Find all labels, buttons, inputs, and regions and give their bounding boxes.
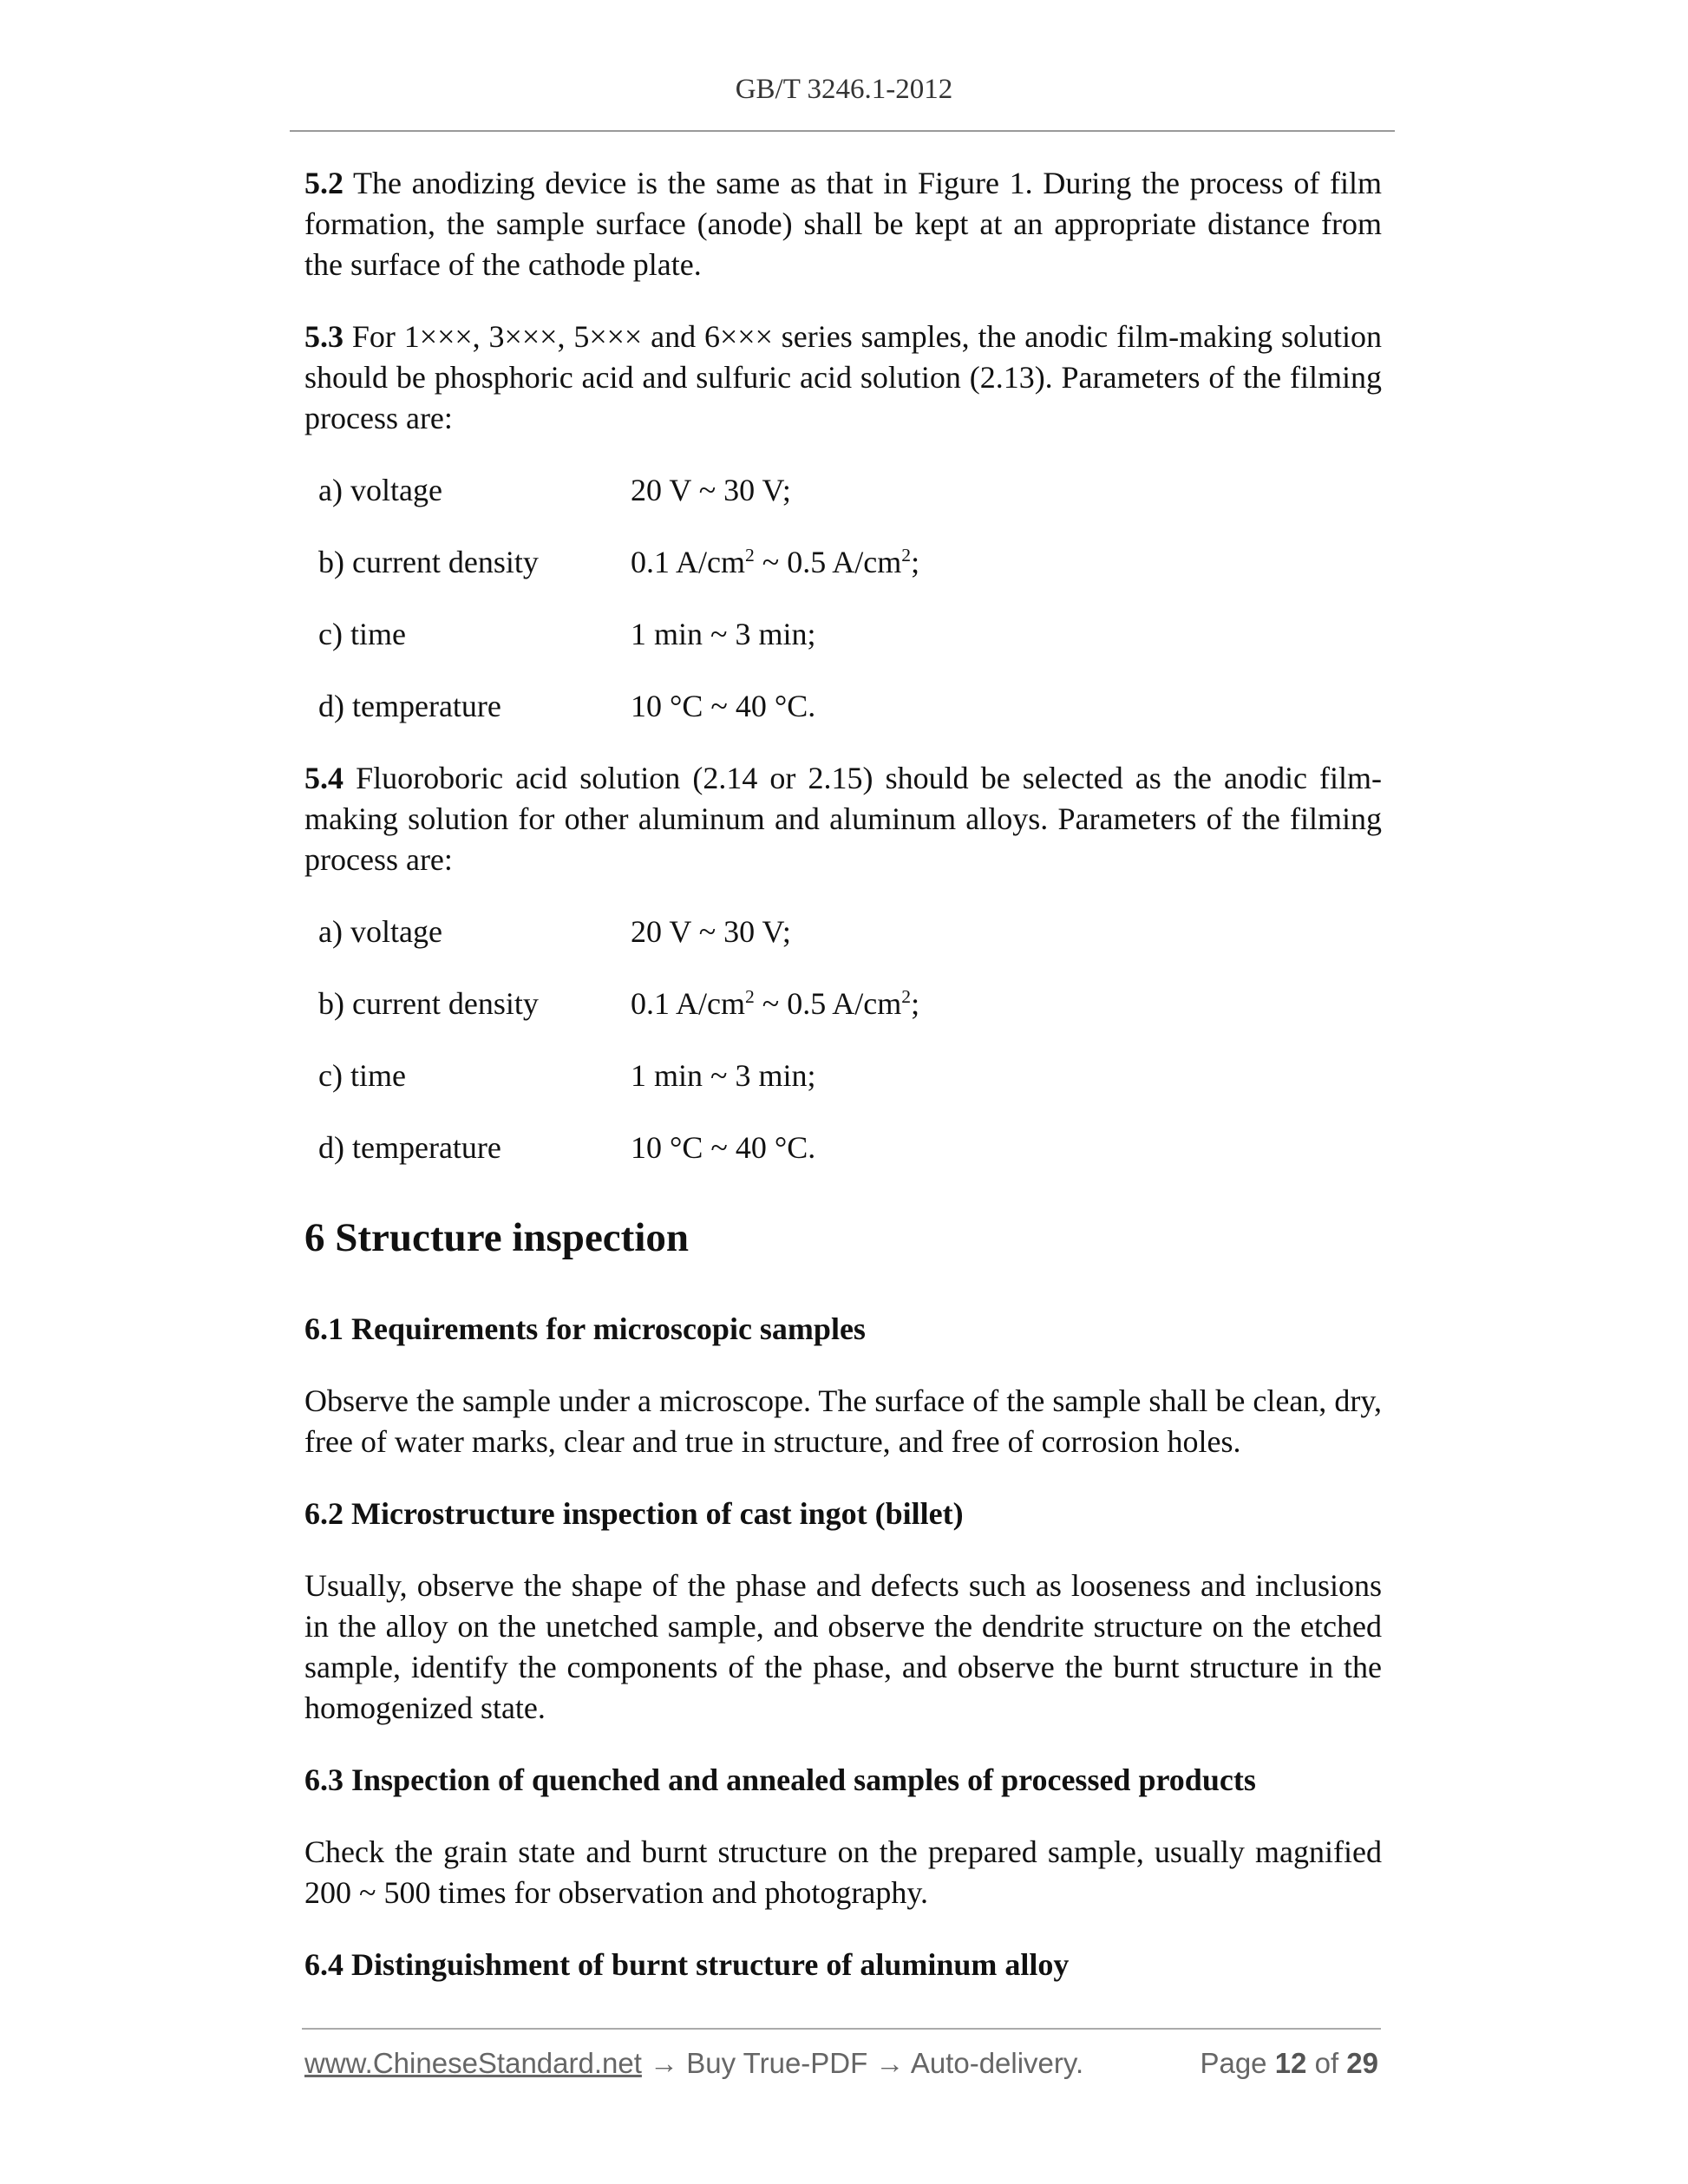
parameter-list-5-4 — [318, 912, 1382, 1168]
footer-divider — [302, 2028, 1381, 2030]
section-6-4-heading: 6.4 Distinguishment of burnt structure of aluminum alloy — [304, 1947, 1070, 1982]
superscript: 2 — [901, 545, 912, 566]
parameter-label: d) temperature — [318, 1130, 501, 1165]
section-6-3-text: Check the grain state and burnt structure on the prepared sample, usually magnified 200 ~ 500 times for observation and photography. — [304, 1834, 1382, 1910]
parameter-row — [318, 912, 1382, 952]
page-of-label: of — [1306, 2047, 1347, 2079]
page-footer — [304, 2047, 1378, 2090]
parameter-value — [631, 984, 919, 1024]
header-divider — [290, 130, 1395, 132]
parameter-row — [318, 1056, 1382, 1096]
section-6-2-text: Usually, observe the shape of the phase and defects such as looseness and inclusions in the alloy on the unetched sample, and observe the dendrite structure on the etched sample, identify the components of the phase, and observe the burnt structure in the homogenized state. — [304, 1568, 1382, 1725]
section-number: 5.4 — [304, 761, 343, 795]
section-6-1-text: Observe the sample under a microscope. The surface of the sample shall be clean, dry, free of water marks, clear and true in structure, and free of corrosion holes. — [304, 1383, 1382, 1459]
section-6-heading: 6 Structure inspection — [304, 1215, 690, 1260]
parameter-label: a) voltage — [318, 473, 442, 507]
footer-promo — [304, 2047, 1083, 2080]
parameter-value: 1 min ~ 3 min; — [631, 617, 816, 651]
section-text: Fluoroboric acid solution (2.14 or 2.15) should be selected as the anodic film-making solution for other aluminum and aluminum alloys. Parameters of the filming process are: — [304, 761, 1382, 877]
section-6-2-heading: 6.2 Microstructure inspection of cast ingot (billet) — [304, 1496, 964, 1531]
parameter-row — [318, 984, 1382, 1024]
section-text: For 1×××, 3×××, 5××× and 6××× series samples, the anodic film-making solution should be phosphoric acid and sulfuric acid solution (2.13). Parameters of the filming process are: — [304, 319, 1382, 435]
parameter-label: b) current density — [318, 545, 539, 579]
section-6-1-heading: 6.1 Requirements for microscopic samples — [304, 1311, 866, 1346]
parameter-row — [318, 614, 1382, 655]
parameter-row — [318, 1128, 1382, 1168]
parameter-label: b) current density — [318, 986, 539, 1021]
parameter-value: 10 °C ~ 40 °C. — [631, 689, 816, 723]
section-5-4 — [304, 758, 1382, 880]
value-part: 0.1 A/cm — [631, 545, 745, 579]
footer-promo-text: → Buy True-PDF → Auto-delivery. — [641, 2047, 1084, 2079]
website-link[interactable]: www.ChineseStandard.net — [304, 2047, 642, 2079]
page-indicator — [1200, 2047, 1378, 2080]
parameter-row — [318, 542, 1382, 583]
superscript: 2 — [901, 986, 912, 1007]
parameter-label: c) time — [318, 617, 406, 651]
page-label: Page — [1200, 2047, 1275, 2079]
value-part: ; — [911, 986, 920, 1021]
parameter-value: 10 °C ~ 40 °C. — [631, 1130, 816, 1165]
section-5-2 — [304, 163, 1382, 285]
document-header-title: GB/T 3246.1-2012 — [735, 74, 953, 105]
parameter-list-5-3 — [318, 470, 1382, 727]
parameter-row — [318, 470, 1382, 511]
parameter-label: d) temperature — [318, 689, 501, 723]
page-total: 29 — [1346, 2047, 1378, 2079]
value-part: ; — [911, 545, 920, 579]
document-body — [304, 163, 1382, 2017]
parameter-label: c) time — [318, 1058, 406, 1093]
parameter-value: 20 V ~ 30 V; — [631, 914, 791, 949]
parameter-row — [318, 686, 1382, 727]
section-text: The anodizing device is the same as that in Figure 1. During the process of film formation, the sample surface (anode) shall be kept at an appropriate distance from the surface of the cathode plate. — [304, 166, 1382, 282]
superscript: 2 — [745, 545, 755, 566]
page-number: 12 — [1274, 2047, 1307, 2079]
section-number: 5.3 — [304, 319, 343, 354]
value-part: ~ 0.5 A/cm — [754, 986, 902, 1021]
parameter-value: 1 min ~ 3 min; — [631, 1058, 816, 1093]
parameter-value — [631, 542, 919, 583]
value-part: ~ 0.5 A/cm — [754, 545, 902, 579]
section-number: 5.2 — [304, 166, 343, 200]
parameter-value: 20 V ~ 30 V; — [631, 473, 791, 507]
parameter-label: a) voltage — [318, 914, 442, 949]
section-6-3-heading: 6.3 Inspection of quenched and annealed samples of processed products — [304, 1762, 1256, 1797]
value-part: 0.1 A/cm — [631, 986, 745, 1021]
superscript: 2 — [745, 986, 755, 1007]
section-5-3 — [304, 317, 1382, 439]
